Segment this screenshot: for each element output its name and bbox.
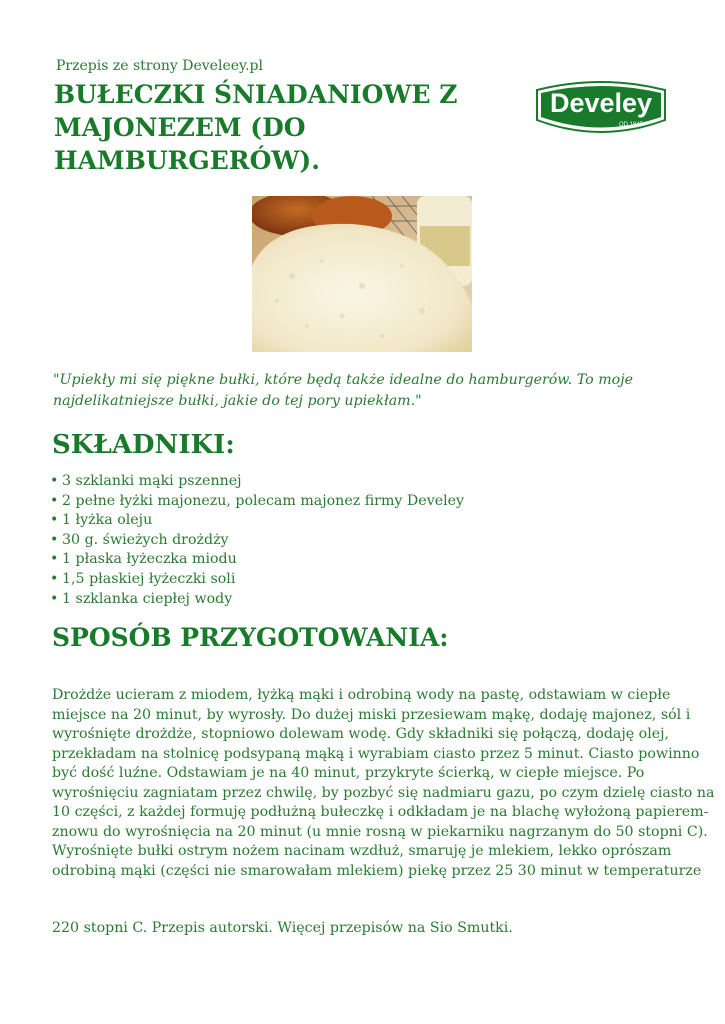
bullet: • (50, 473, 59, 489)
preparation-line: 10 części, z każdej formuję podłużną bułeczkę i odkładam je na blachę wyłożoną papierem- (52, 804, 709, 820)
preparation-line: wyrośnięciu zagniatam przez chwilę, by pozbyć się nadmiaru gazu, po czym dzielę ciasto na (52, 784, 715, 801)
ingredient-text: 1 łyżka oleju (62, 512, 153, 529)
ingredient-text: 2 pełne łyżki majonezu, polecam majonez firmy Develey (62, 492, 465, 509)
preparation-footer: 220 stopni C. Przepis autorski. Więcej przepisów na Sio Smutki. (52, 920, 513, 936)
preparation-line: znowu do wyrośnięcia na 20 minut (u mnie rosną w piekarniku nagrzanym do 50 stopni C). (52, 823, 708, 840)
ingredient-text: 3 szklanki mąki pszennej (62, 473, 242, 489)
ingredient-item (50, 531, 464, 551)
bullet: • (50, 531, 59, 548)
ingredient-item (50, 511, 464, 531)
ingredient-item (50, 472, 464, 492)
ingredient-item (50, 570, 464, 590)
ingredient-text: 30 g. świeżych drożdży (62, 531, 229, 548)
develey-logo (531, 76, 671, 140)
bullet: • (50, 570, 59, 587)
ingredient-item (50, 590, 464, 610)
ingredient-text: 1 szklanka ciepłej wody (62, 590, 233, 607)
preparation-line: odrobiną mąki (części nie smarowałam mlekiem) piekę przez 25 30 minut w temperaturze (52, 862, 702, 879)
preparation-line: Drożdże ucieram z miodem, łyżką mąki i odrobiną wody na pastę, odstawiam w ciepłe (52, 687, 671, 703)
logo-text: Develey (549, 88, 653, 118)
preparation-line: wyrośnięte drożdże, stopniowo dolewam wodę. Gdy składniki się połączą, dodaję olej, (52, 726, 670, 742)
logo-subtext: OD 1845 (618, 122, 644, 128)
recipe-title: BUŁECZKI ŚNIADANIOWE Z MAJONEZEM (DO HAMBURGERÓW). (54, 80, 458, 175)
ingredient-item (50, 550, 464, 570)
preparation-text (52, 686, 715, 881)
preparation-heading: SPOSÓB PRZYGOTOWANIA: (52, 623, 449, 652)
recipe-quote: "Upiekły mi się piękne bułki, które będą także idealne do hamburgerów. To moje najdelikatniejsze bułki, jakie do tej pory upiekłam." (53, 372, 633, 409)
ingredient-text: 1 płaska łyżeczka miodu (62, 551, 237, 568)
bullet: • (50, 492, 59, 509)
preparation-line: miejsce na 20 minut, by wyrosły. Do dużej miski przesiewam mąkę, dodaję majonez, sól i (52, 706, 691, 723)
preparation-line: przekładam na stolnicę podsypaną mąką i wyrabiam ciasto przez 5 minut. Ciasto powinno (52, 745, 700, 762)
ingredient-text: 1,5 płaskiej łyżeczki soli (62, 570, 236, 587)
bullet: • (50, 590, 59, 607)
source-line: Przepis ze strony Develeey.pl (56, 58, 263, 74)
ingredients-list (50, 472, 464, 609)
ingredient-item (50, 492, 464, 512)
bullet: • (50, 551, 59, 568)
bread-photo (252, 196, 472, 352)
preparation-line: Wyrośnięte bułki ostrym nożem nacinam wzdłuż, smaruję je mlekiem, lekko oprószam (52, 843, 672, 859)
preparation-line: być dość luźne. Odstawiam je na 40 minut, przykryte ścierką, w ciepłe miejsce. Po (52, 765, 645, 781)
ingredients-heading: SKŁADNIKI: (52, 430, 235, 460)
bullet: • (50, 512, 59, 529)
